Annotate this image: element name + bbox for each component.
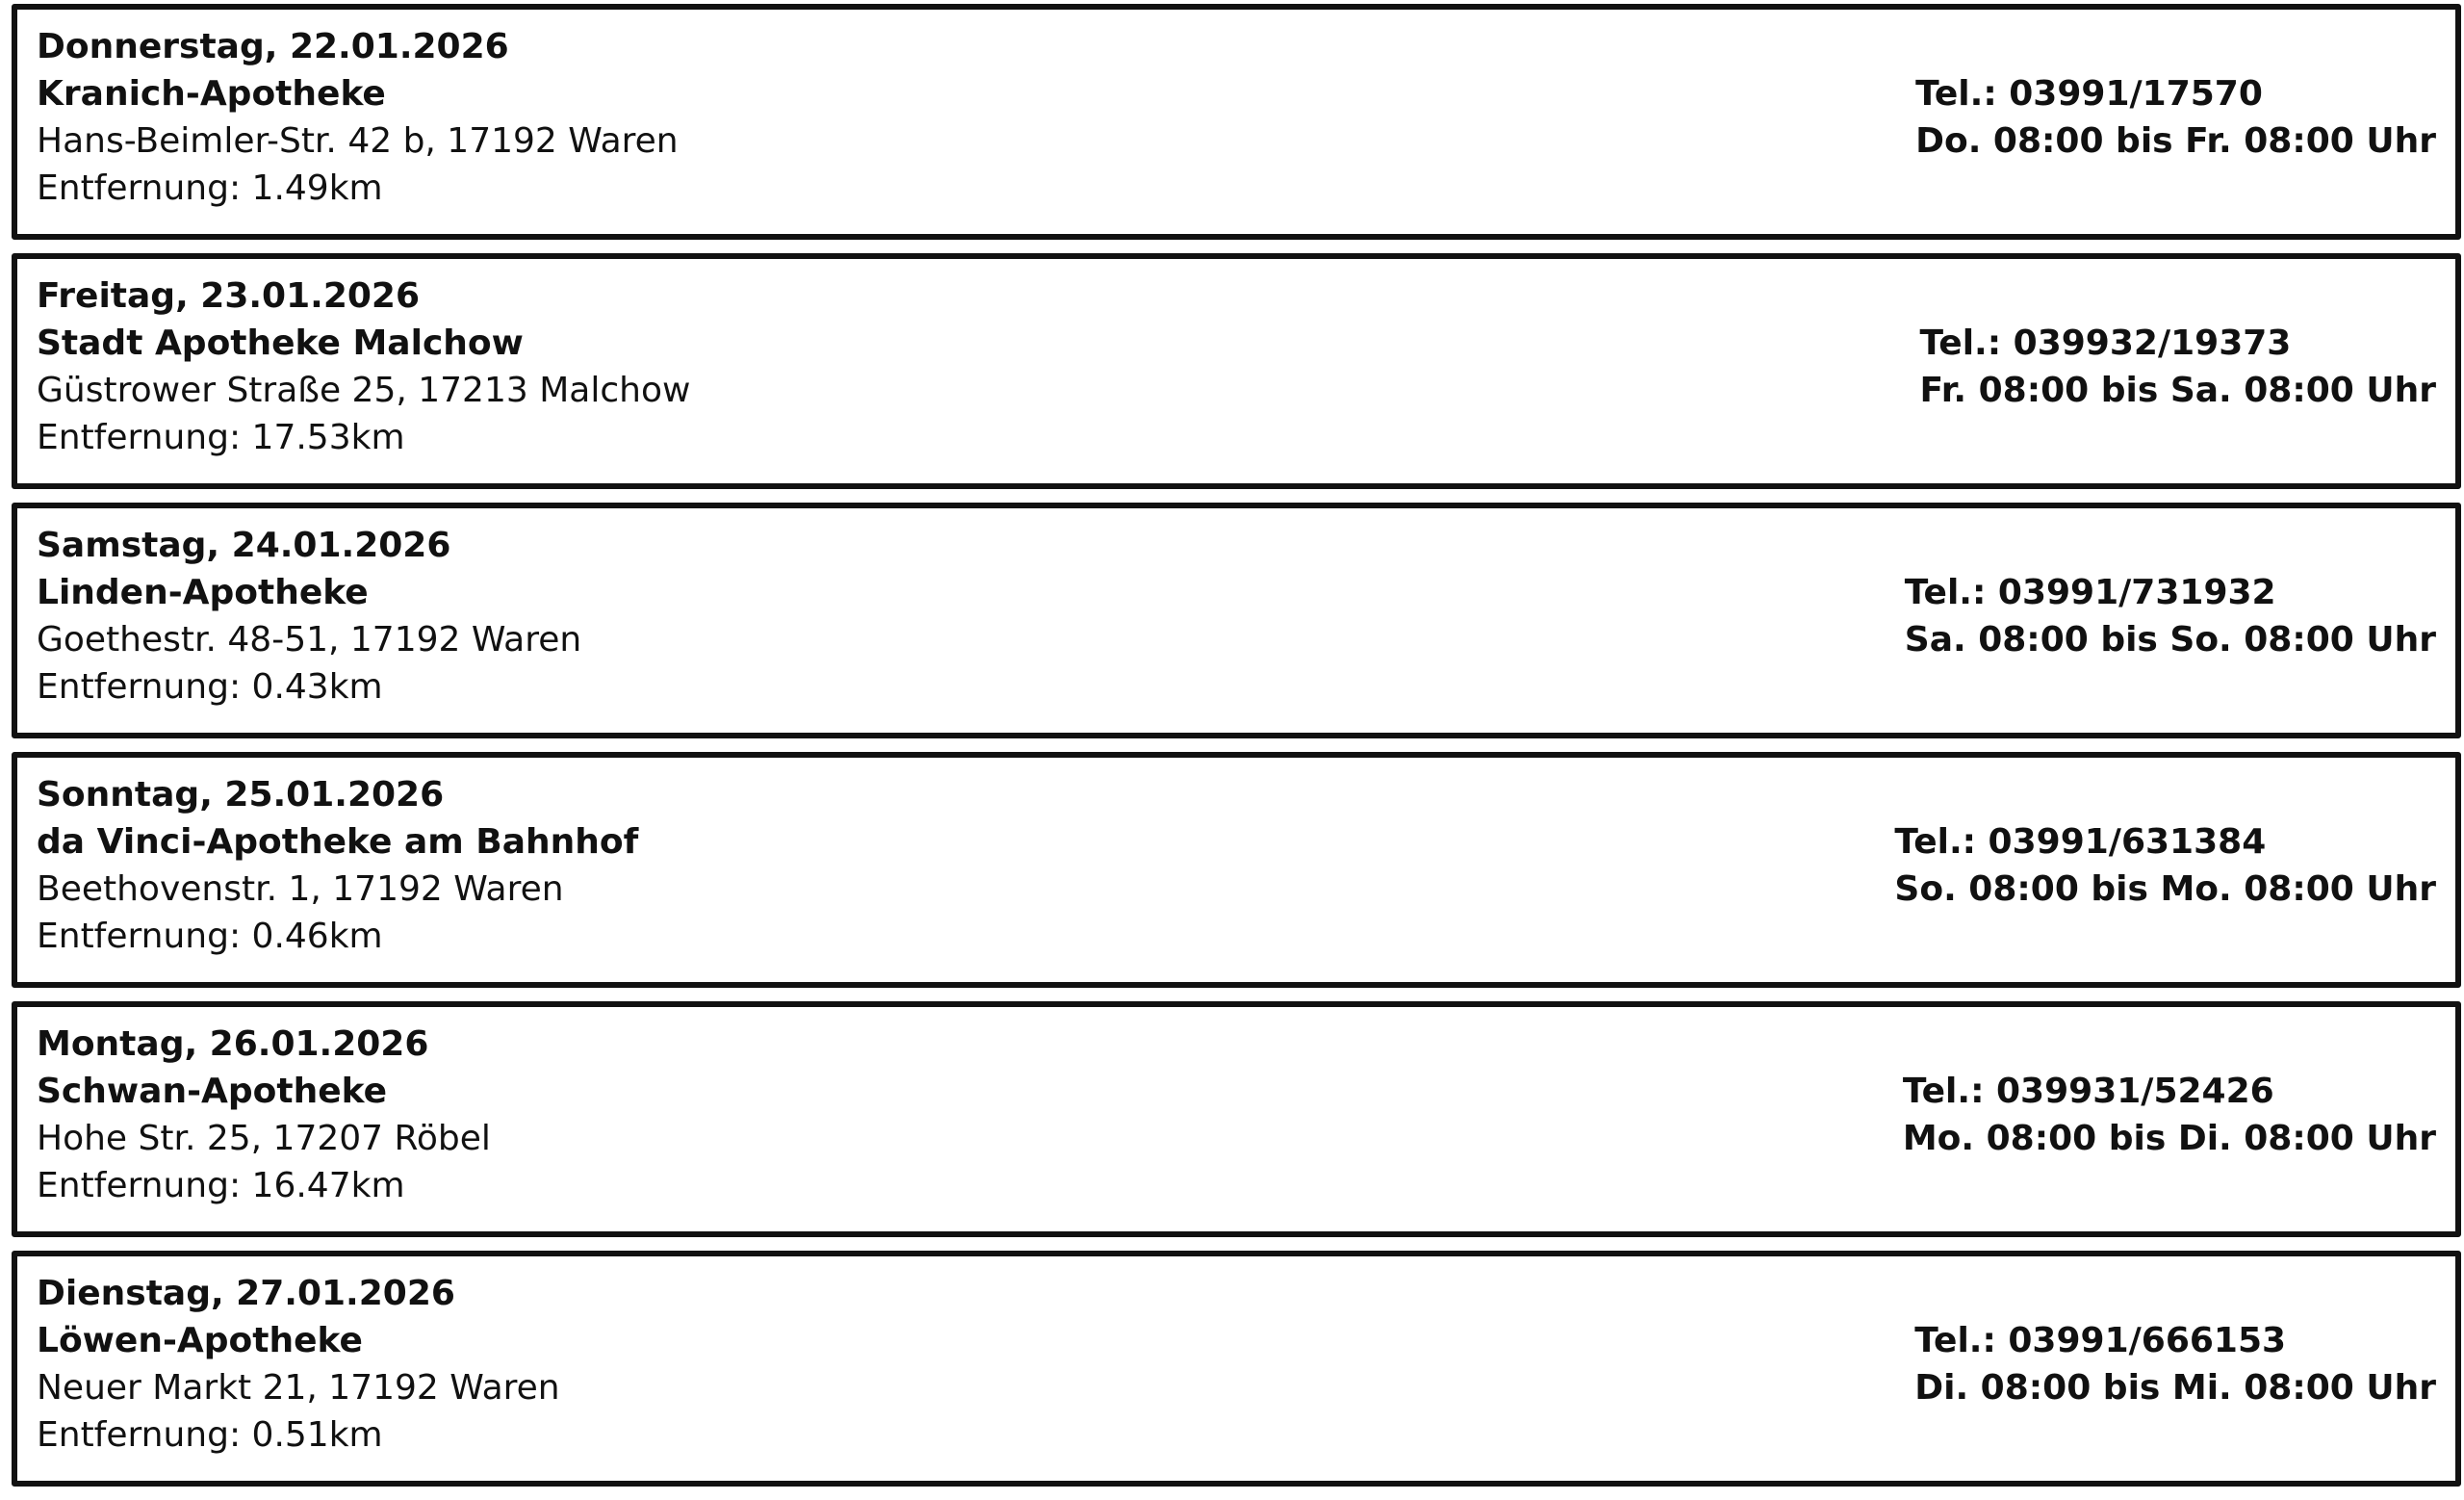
pharmacy-address: Goethestr. 48-51, 17192 Waren [37, 620, 582, 659]
duty-date: Montag, 26.01.2026 [37, 1024, 429, 1064]
duty-date: Samstag, 24.01.2026 [37, 526, 451, 565]
pharmacy-phone[interactable]: Tel.: 039931/52426 [1902, 1072, 2274, 1111]
pharmacy-distance: Entfernung: 0.51km [37, 1415, 383, 1455]
pharmacy-phone[interactable]: Tel.: 03991/666153 [1914, 1321, 2287, 1360]
pharmacy-address: Hans-Beimler-Str. 42 b, 17192 Waren [37, 121, 679, 161]
pharmacy-contact [1915, 70, 2436, 165]
pharmacy-phone[interactable]: Tel.: 03991/17570 [1915, 74, 2263, 114]
pharmacy-info [37, 522, 581, 711]
duty-hours: Sa. 08:00 bis So. 08:00 Uhr [1904, 620, 2436, 659]
duty-hours: So. 08:00 bis Mo. 08:00 Uhr [1894, 869, 2436, 909]
pharmacy-contact [1914, 1317, 2436, 1411]
pharmacy-info [37, 1270, 560, 1459]
duty-hours: Fr. 08:00 bis Sa. 08:00 Uhr [1919, 371, 2436, 410]
pharmacy-phone[interactable]: Tel.: 039932/19373 [1919, 323, 2292, 363]
pharmacy-contact [1894, 818, 2436, 913]
pharmacy-distance: Entfernung: 1.49km [37, 168, 383, 208]
pharmacy-address: Güstrower Straße 25, 17213 Malchow [37, 371, 691, 410]
pharmacy-card [12, 1251, 2461, 1487]
pharmacy-card [12, 1001, 2461, 1237]
duty-hours: Mo. 08:00 bis Di. 08:00 Uhr [1902, 1119, 2436, 1158]
pharmacy-info [37, 272, 690, 461]
pharmacy-name: Kranich-Apotheke [37, 74, 386, 114]
duty-date: Donnerstag, 22.01.2026 [37, 27, 509, 66]
pharmacy-contact [1905, 569, 2436, 663]
pharmacy-duty-list [12, 4, 2461, 1500]
pharmacy-distance: Entfernung: 17.53km [37, 418, 405, 457]
pharmacy-name: da Vinci-Apotheke am Bahnhof [37, 822, 639, 862]
pharmacy-card [12, 4, 2461, 240]
duty-hours: Di. 08:00 bis Mi. 08:00 Uhr [1914, 1368, 2436, 1408]
pharmacy-info [37, 771, 638, 960]
pharmacy-card [12, 503, 2461, 738]
pharmacy-contact [1920, 320, 2436, 414]
pharmacy-distance: Entfernung: 0.46km [37, 917, 383, 956]
pharmacy-phone[interactable]: Tel.: 03991/731932 [1904, 573, 2276, 612]
pharmacy-contact [1903, 1068, 2436, 1162]
pharmacy-card [12, 752, 2461, 988]
pharmacy-info [37, 23, 679, 212]
duty-hours: Do. 08:00 bis Fr. 08:00 Uhr [1915, 121, 2436, 161]
pharmacy-card [12, 253, 2461, 489]
duty-date: Freitag, 23.01.2026 [37, 276, 421, 316]
pharmacy-distance: Entfernung: 0.43km [37, 667, 383, 707]
pharmacy-address: Neuer Markt 21, 17192 Waren [37, 1368, 560, 1408]
pharmacy-name: Linden-Apotheke [37, 573, 369, 612]
pharmacy-name: Löwen-Apotheke [37, 1321, 363, 1360]
duty-date: Dienstag, 27.01.2026 [37, 1274, 455, 1313]
pharmacy-name: Stadt Apotheke Malchow [37, 323, 524, 363]
pharmacy-info [37, 1021, 491, 1209]
pharmacy-name: Schwan-Apotheke [37, 1072, 388, 1111]
pharmacy-address: Beethovenstr. 1, 17192 Waren [37, 869, 564, 909]
duty-date: Sonntag, 25.01.2026 [37, 775, 445, 815]
pharmacy-address: Hohe Str. 25, 17207 Röbel [37, 1119, 491, 1158]
pharmacy-phone[interactable]: Tel.: 03991/631384 [1894, 822, 2267, 862]
pharmacy-distance: Entfernung: 16.47km [37, 1166, 405, 1205]
